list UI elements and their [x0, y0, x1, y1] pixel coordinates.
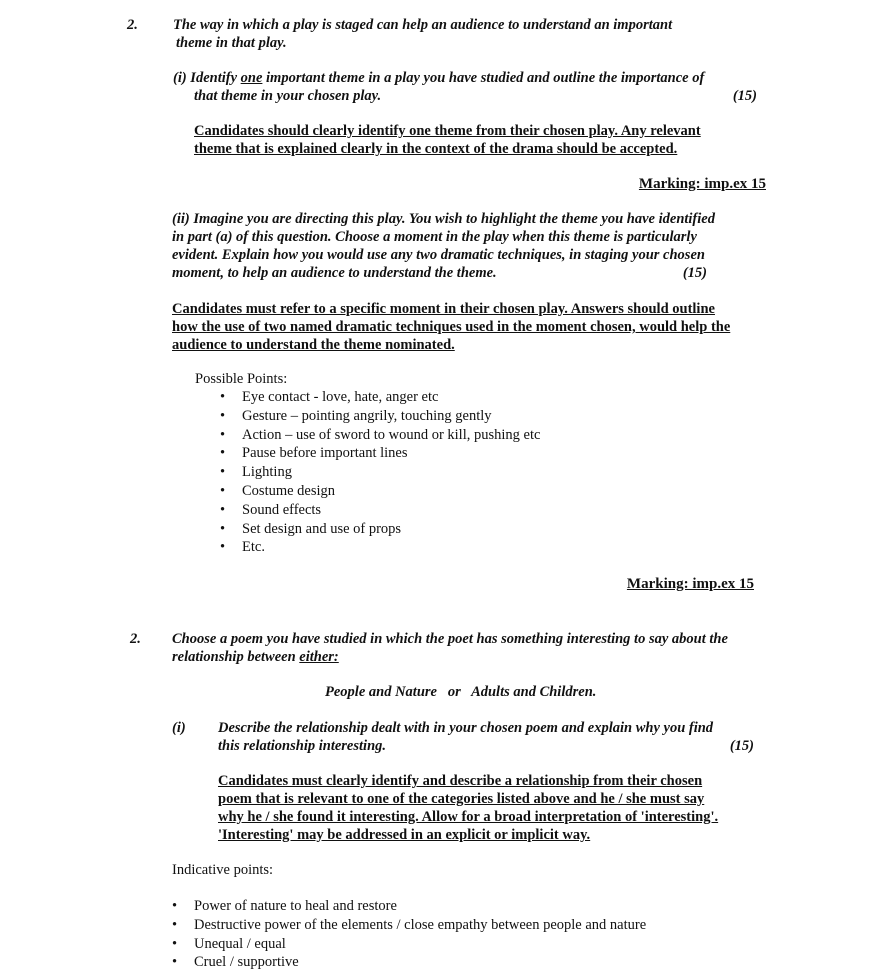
list-item: • Unequal / equal — [172, 935, 646, 954]
question-number: 2. — [127, 17, 138, 33]
part-ii-marks: (15) — [682, 265, 707, 281]
possible-points-label: Possible Points: — [195, 371, 288, 387]
question-number: 2. — [130, 631, 141, 647]
list-item: • Sound effects — [220, 501, 540, 520]
indicative-points-label: Indicative points: — [172, 862, 274, 878]
list-item: • Action – use of sword to wound or kill, pushing etc — [220, 426, 540, 445]
question-stem: Choose a poem you have studied in which the poet has something interesting to say about the relationship between either: — [172, 631, 728, 665]
part-i-marks: (15) — [732, 88, 757, 104]
list-item: • Gesture – pointing angrily, touching gently — [220, 407, 540, 426]
list-item: • Eye contact - love, hate, anger etc — [220, 388, 540, 407]
indicative-points-list — [172, 897, 646, 972]
part-i-marks: (15) — [729, 738, 754, 754]
emphasis-either: either: — [299, 649, 339, 665]
list-item: • Pause before important lines — [220, 444, 540, 463]
part-i-label: (i) — [172, 720, 186, 736]
part-i-prompt: Describe the relationship dealt with in your chosen poem and explain why you find this relationship interesting. (15) — [218, 720, 754, 754]
answer-guidance-ii: Candidates must refer to a specific moment in their chosen play. Answers should outline how the use of two named dramatic techniques used in the moment chosen, would help the audience to understand the theme nominated. — [172, 301, 731, 353]
list-item: • Etc. — [220, 538, 540, 557]
marking-scheme-i: Marking: imp.ex 15 — [638, 176, 766, 192]
relationship-categories: People and Nature or Adults and Children. — [325, 684, 597, 700]
question-stem: The way in which a play is staged can help an audience to understand an important theme in that play. — [173, 17, 673, 51]
answer-guidance-i: Candidates should clearly identify one theme from their chosen play. Any relevant theme that is explained clearly in the context of the drama should be accepted. — [194, 123, 701, 157]
emphasis-one: one — [240, 70, 263, 86]
marking-scheme-ii: Marking: imp.ex 15 — [626, 576, 754, 592]
list-item: • Destructive power of the elements / close empathy between people and nature — [172, 916, 646, 935]
list-item: • Costume design — [220, 482, 540, 501]
list-item: • Power of nature to heal and restore — [172, 897, 646, 916]
list-item: • Set design and use of props — [220, 520, 540, 539]
list-item: • Cruel / supportive — [172, 953, 646, 972]
part-ii-prompt: (ii) Imagine you are directing this play. You wish to highlight the theme you have identified in part (a) of this question. Choose a moment in the play when this theme is particularly evident. Explain how you would use any two dramatic techniques, in staging your chosen moment, to help an audience to understand the theme. (15) — [172, 211, 715, 281]
answer-guidance-poem: Candidates must clearly identify and describe a relationship from their chosen poem that is relevant to one of the categories listed above and he / she must say why he / she found it interesting. Allow for a broad interpretation of 'interesting'. 'Interesting' may be addressed in an explicit or implicit way. — [218, 773, 719, 843]
part-i-prompt: (i) Identify one important theme in a play you have studied and outline the importance of that theme in your chosen play. (15) — [173, 70, 757, 104]
possible-points-list — [220, 388, 540, 557]
list-item: • Lighting — [220, 463, 540, 482]
